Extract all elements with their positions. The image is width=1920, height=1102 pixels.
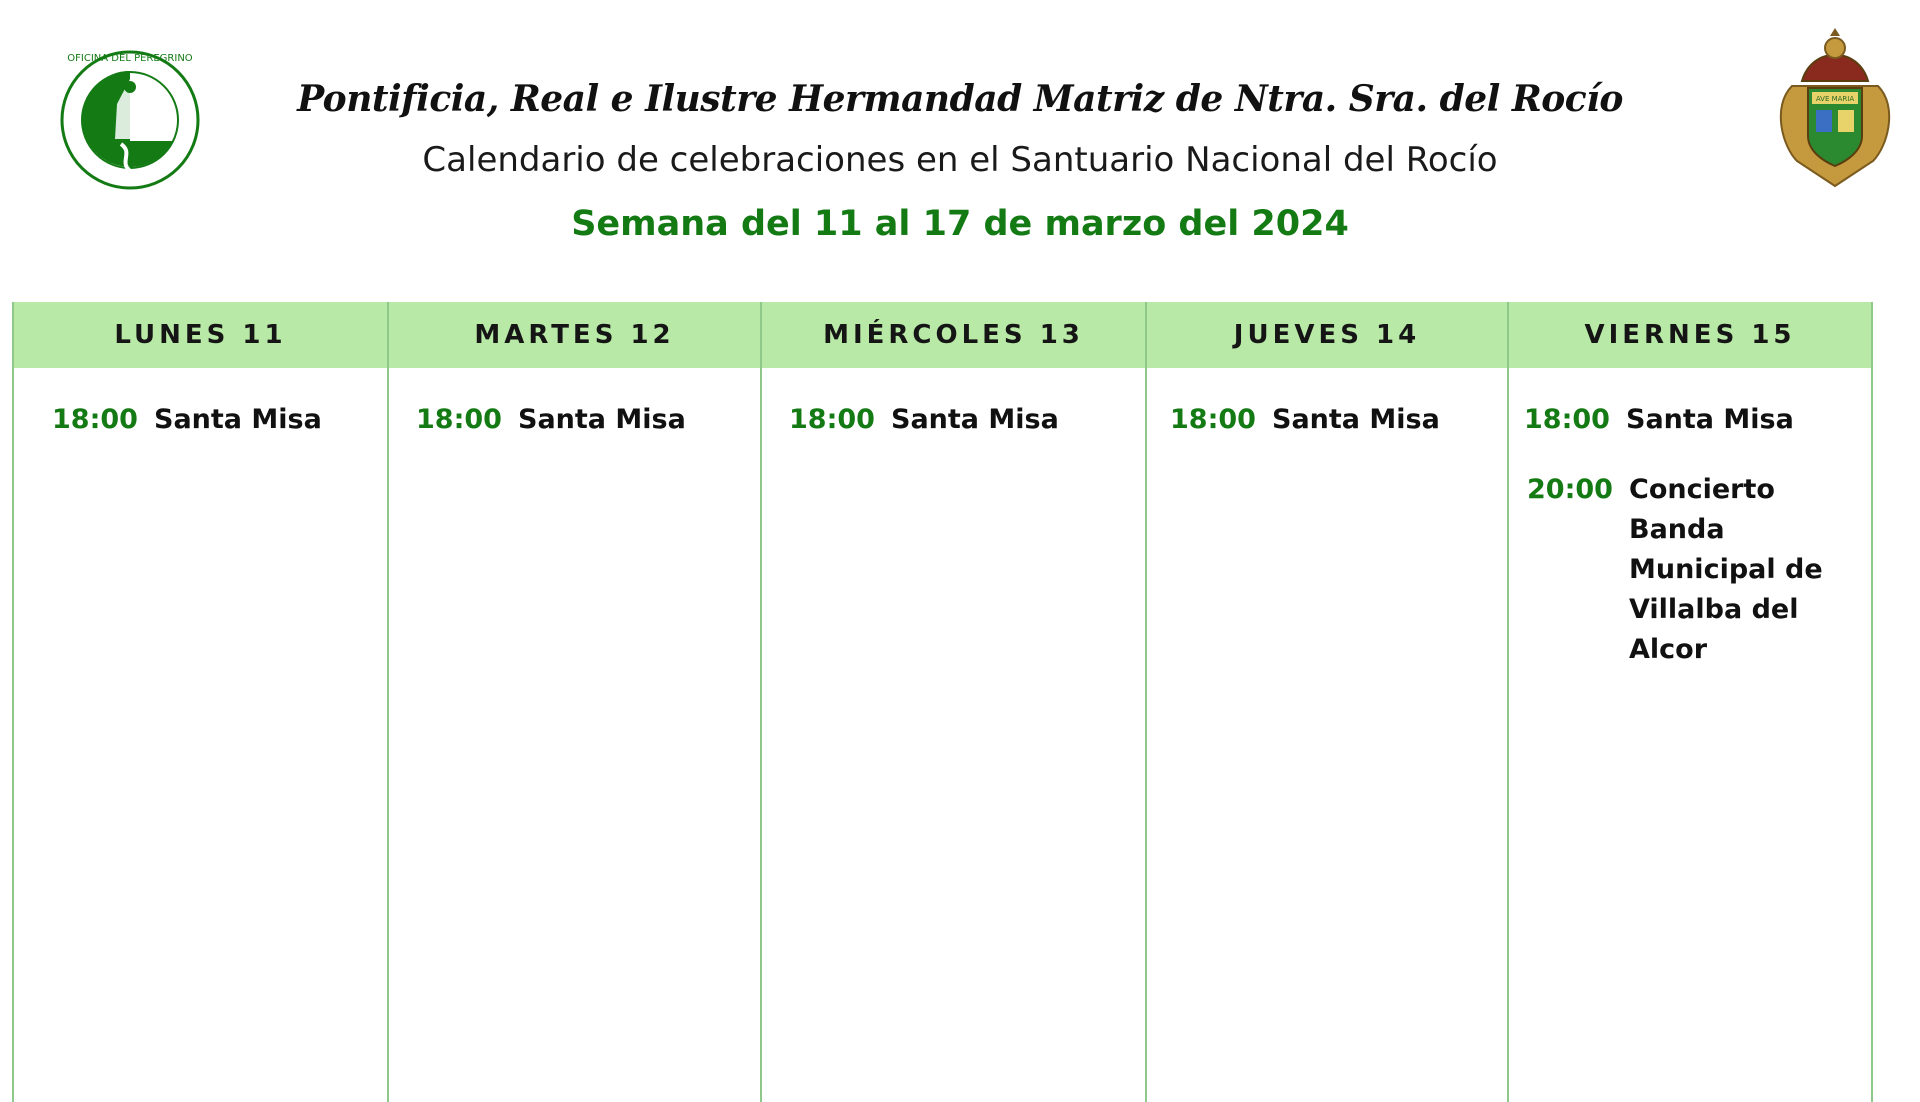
day-column-viernes — [1507, 302, 1873, 1102]
event-title: Concierto Banda Municipal de Villalba del Alcor — [1629, 474, 1823, 665]
event-time: 18:00 — [52, 404, 138, 435]
week-range: Semana del 11 al 17 de marzo del 2024 — [571, 204, 1349, 244]
day-column-miercoles — [760, 302, 1145, 1102]
event-title: Santa Misa — [1626, 404, 1794, 435]
event-time: 20:00 — [1527, 474, 1613, 505]
hermandad-title: Pontificia, Real e Ilustre Hermandad Matriz de Ntra. Sra. del Rocío — [297, 78, 1623, 120]
event-time: 18:00 — [1170, 404, 1256, 435]
event-time: 18:00 — [1524, 404, 1610, 435]
weekly-calendar — [12, 302, 1884, 1102]
day-header: LUNES 11 — [14, 302, 387, 368]
event-item — [789, 400, 1059, 440]
event-title: Santa Misa — [518, 404, 686, 435]
event-title: Santa Misa — [1272, 404, 1440, 435]
event-item — [1524, 400, 1794, 440]
event-item — [52, 400, 322, 440]
day-header: MIÉRCOLES 13 — [762, 302, 1145, 368]
event-time: 18:00 — [789, 404, 875, 435]
day-header: JUEVES 14 — [1147, 302, 1507, 368]
event-item — [1527, 470, 1829, 670]
day-column-martes — [387, 302, 760, 1102]
event-time: 18:00 — [416, 404, 502, 435]
event-item — [416, 400, 686, 440]
day-header: MARTES 12 — [389, 302, 760, 368]
day-header: VIERNES 15 — [1509, 302, 1871, 368]
logo-ring-text: OFICINA DEL PEREGRINO — [67, 53, 193, 64]
event-item — [1170, 400, 1440, 440]
event-title: Santa Misa — [154, 404, 322, 435]
day-column-lunes — [12, 302, 387, 1102]
day-column-jueves — [1145, 302, 1507, 1102]
calendar-subtitle: Calendario de celebraciones en el Santuario Nacional del Rocío — [422, 140, 1498, 180]
ave-maria-text: AVE MARIA — [1815, 95, 1855, 103]
event-title: Santa Misa — [891, 404, 1059, 435]
